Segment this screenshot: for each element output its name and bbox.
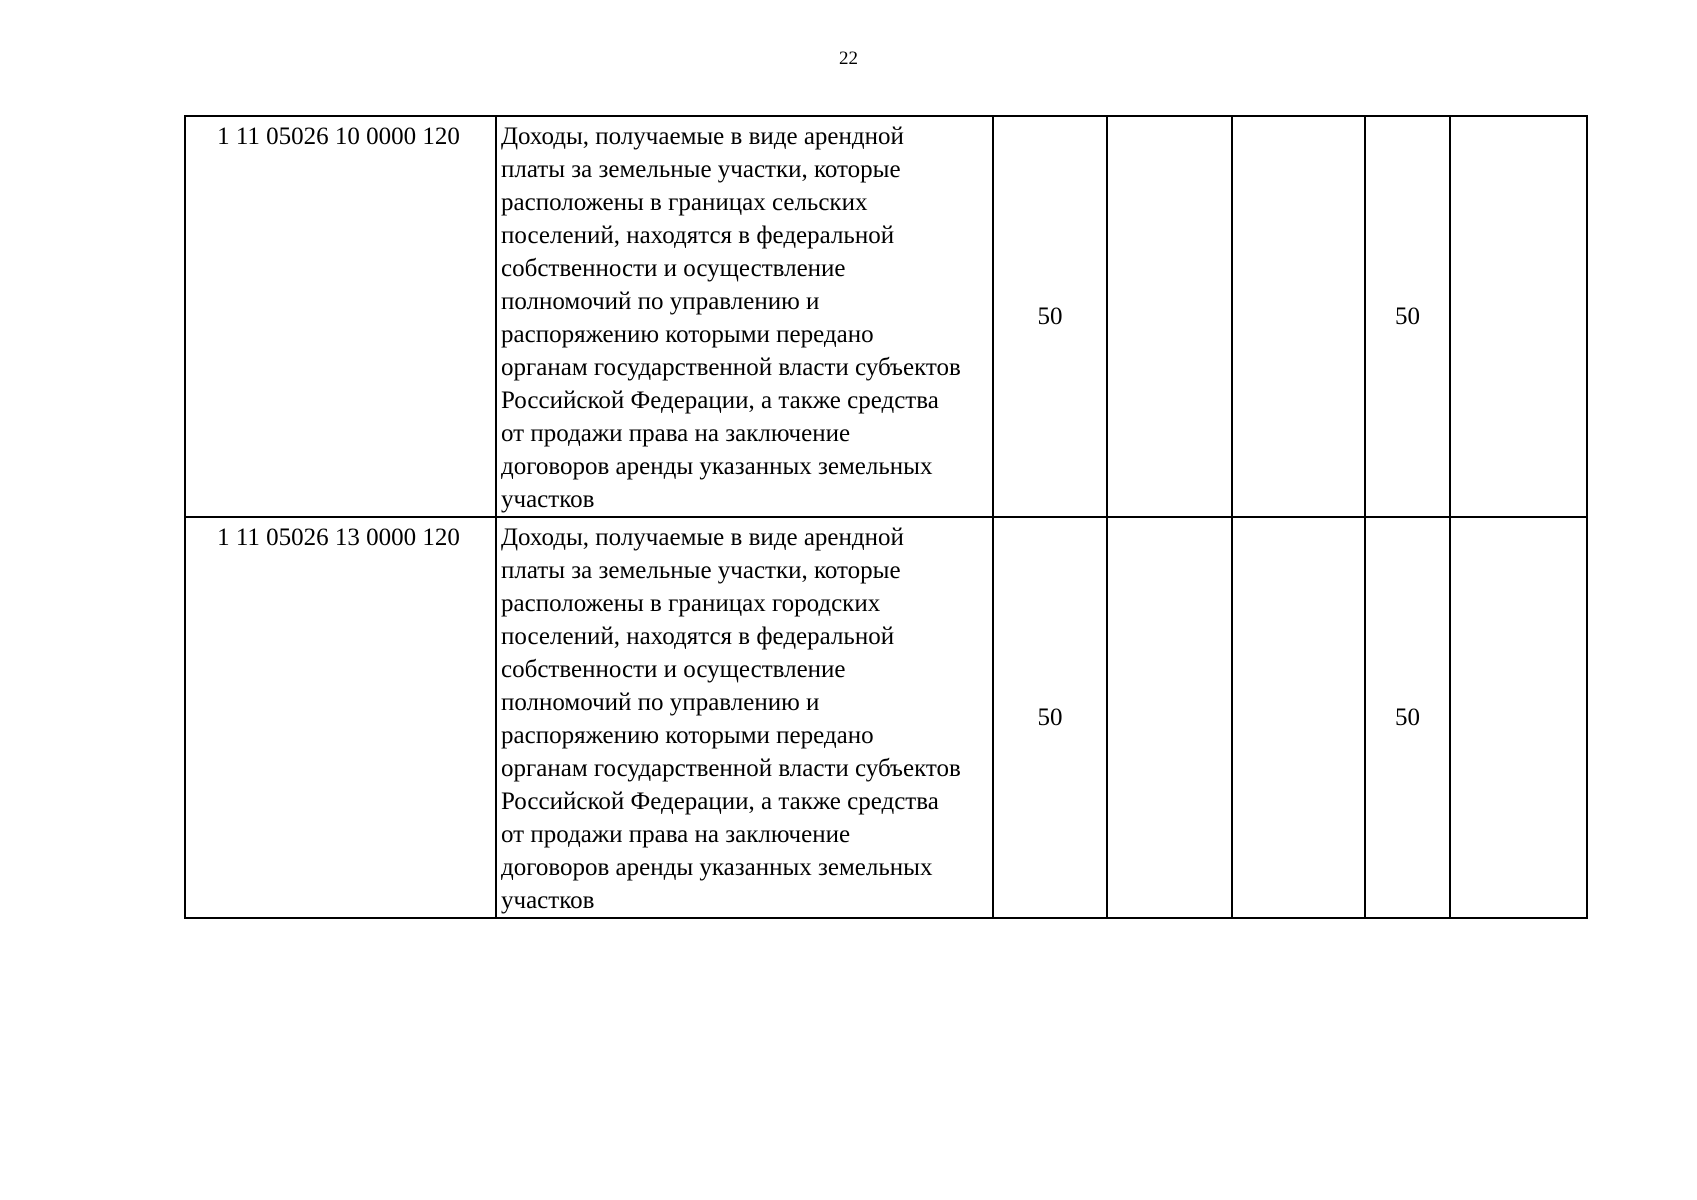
description-line: Доходы, получаемые в виде арендной: [501, 524, 904, 551]
description-line: договоров аренды указанных земельных: [501, 854, 933, 881]
description-line: расположены в границах городских: [501, 590, 881, 617]
value-cell-col6: 50: [1365, 517, 1450, 918]
description-line: поселений, находятся в федеральной: [501, 623, 895, 650]
description-line: от продажи права на заключение: [501, 420, 851, 447]
description-line: Российской Федерации, а также средства: [501, 788, 939, 815]
revenue-table: [184, 115, 1588, 919]
value-cell-col3: 50: [993, 517, 1107, 918]
description-line: органам государственной власти субъектов: [501, 354, 961, 381]
budget-code-cell: 1 11 05026 10 0000 120: [185, 116, 496, 517]
budget-code-cell: 1 11 05026 13 0000 120: [185, 517, 496, 918]
description-line: расположены в границах сельских: [501, 189, 868, 216]
value-cell-col5: [1232, 517, 1365, 918]
description-line: поселений, находятся в федеральной: [501, 222, 895, 249]
description-line: распоряжению которыми передано: [501, 722, 874, 749]
value-cell-col7: [1450, 517, 1587, 918]
description-line: от продажи права на заключение: [501, 821, 851, 848]
description-line: распоряжению которыми передано: [501, 321, 874, 348]
description-line: собственности и осуществление: [501, 656, 846, 683]
description-line: договоров аренды указанных земельных: [501, 453, 933, 480]
revenue-description-cell: [496, 116, 993, 517]
table-row: [185, 116, 1587, 517]
description-line: участков: [501, 486, 595, 513]
page-number: 22: [839, 48, 858, 69]
revenue-description-cell: [496, 517, 993, 918]
description-line: участков: [501, 887, 595, 914]
value-cell-col5: [1232, 116, 1365, 517]
value-cell-col6: 50: [1365, 116, 1450, 517]
description-line: полномочий по управлению и: [501, 689, 820, 716]
description-line: Доходы, получаемые в виде арендной: [501, 123, 904, 150]
value-cell-col7: [1450, 116, 1587, 517]
value-cell-col4: [1107, 116, 1232, 517]
table-row: [185, 517, 1587, 918]
value-cell-col3: 50: [993, 116, 1107, 517]
description-line: собственности и осуществление: [501, 255, 846, 282]
description-line: Российской Федерации, а также средства: [501, 387, 939, 414]
description-line: платы за земельные участки, которые: [501, 156, 901, 183]
value-cell-col4: [1107, 517, 1232, 918]
description-line: платы за земельные участки, которые: [501, 557, 901, 584]
description-line: полномочий по управлению и: [501, 288, 820, 315]
description-line: органам государственной власти субъектов: [501, 755, 961, 782]
